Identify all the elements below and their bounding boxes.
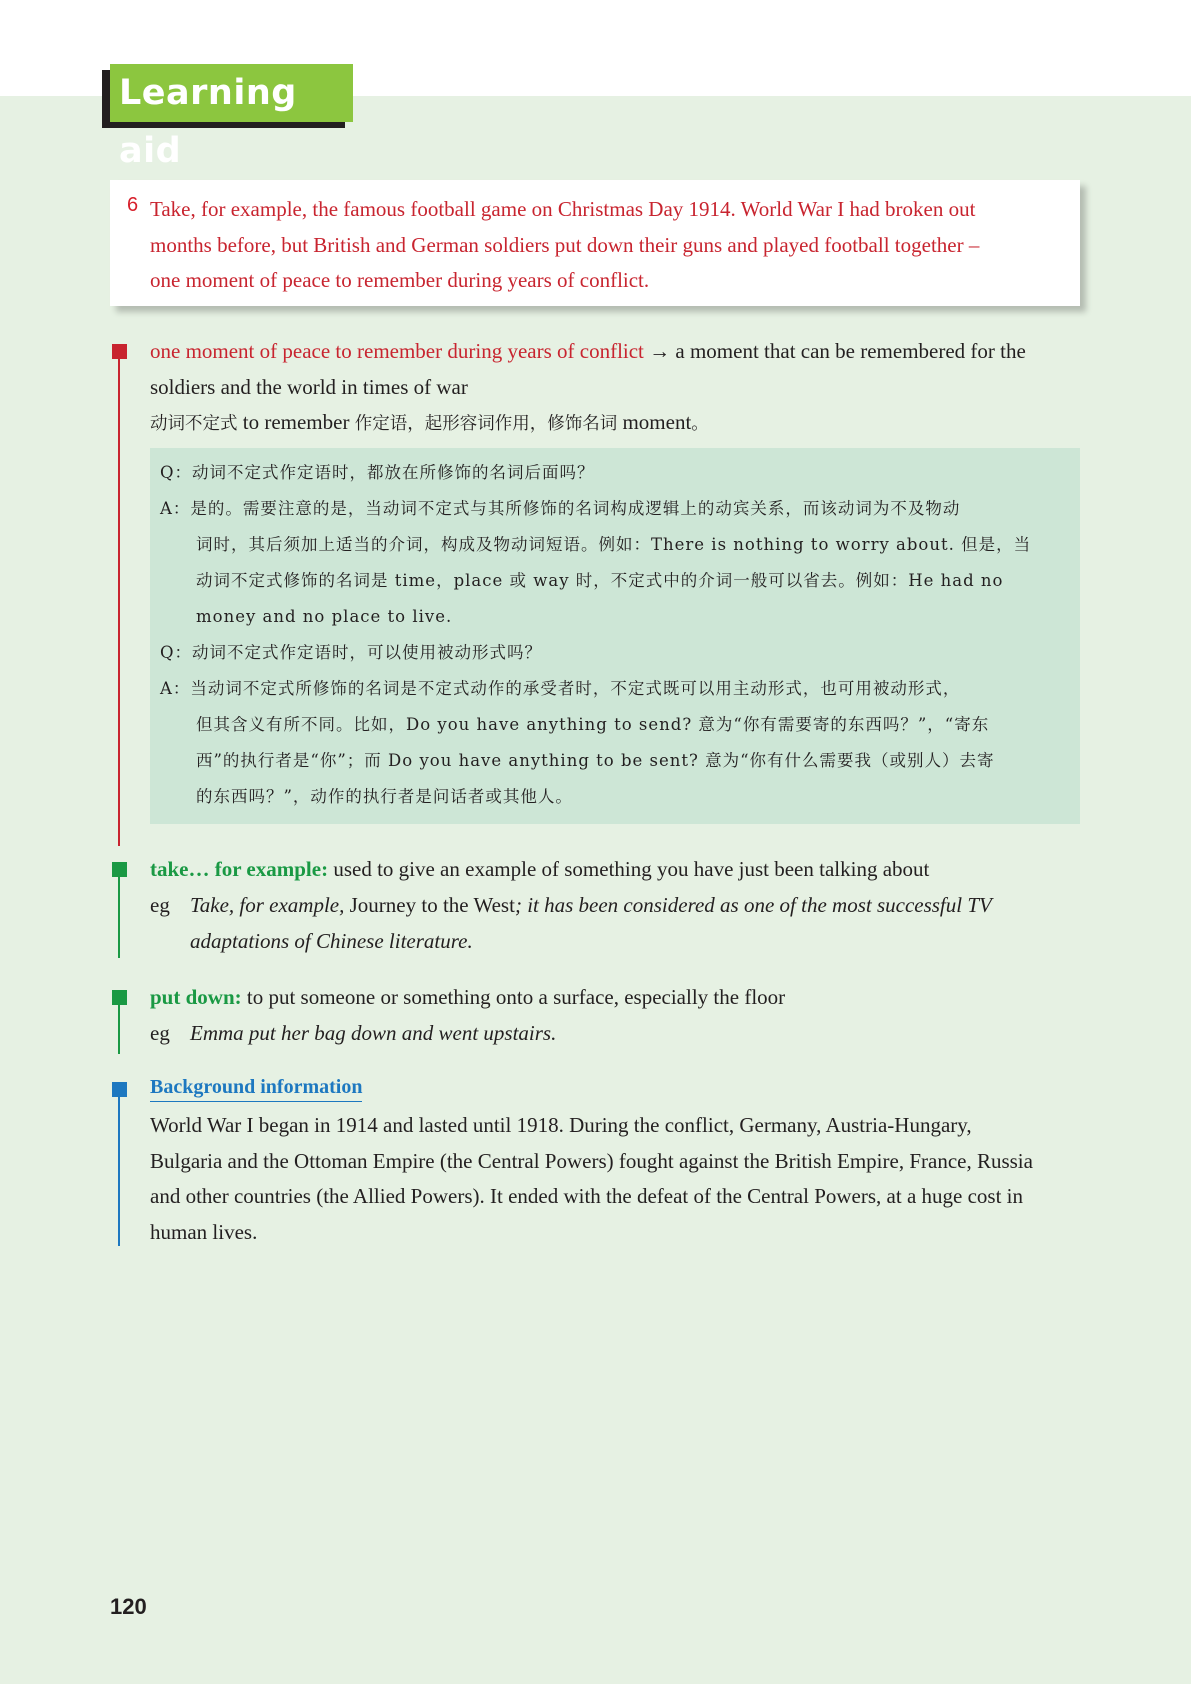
qa-line: A：是的。需要注意的是，当动词不定式与其所修饰的名词构成逻辑上的动宾关系，而该动词为不及物动 [160,499,961,518]
note-phrase-explanation [150,334,1080,443]
note-divider-blue [118,1082,120,1246]
vocab-definition: used to give an example of something you have just been talking about [328,857,930,881]
excerpt-text [150,192,1065,299]
green-square-icon [112,990,127,1005]
vocab-term: put down: [150,985,242,1009]
arrow-icon: → [649,339,671,363]
green-square-icon [112,862,127,877]
background-info-text: World War I began in 1914 and lasted until 1918. During the conflict, Germany, Austria-Hungary, Bulgaria and the Ottoman Empire (the Central Powers) fought against the British Empire, France, Russia and other countries (the Allied Powers). It ended with the defeat of the Central Powers, at a huge cost in human lives. [150,1113,1033,1244]
example-sentence: Emma put her bag down and went upstairs. [190,1021,557,1045]
note-meaning: a moment that can be remembered for the [675,339,1026,363]
example-sentence: Take, for example, Journey to the West; it has been considered as one of the most successful TV adaptations of Chinese literature. [190,893,992,953]
excerpt-number: 6 [127,194,139,216]
qa-line: 动词不定式修饰的名词是 time，place 或 way 时，不定式中的介词一般可以省去。例如：He had no [196,571,1004,590]
header-title: Learning aid [110,64,353,122]
eg-label: eg [150,893,170,917]
vocab-definition: to put someone or something onto a surface, especially the floor [241,985,786,1009]
note-phrase: one moment of peace to remember during years of conflict [150,339,644,363]
qa-line: A：当动词不定式所修饰的名词是不定式动作的承受者时，不定式既可以用主动形式，也可用被动形式， [160,679,961,698]
qa-line: 的东西吗？”，动作的执行者是问话者或其他人。 [196,787,573,806]
qa-line: Q：动词不定式作定语时，都放在所修饰的名词后面吗？ [160,463,595,482]
grammar-qa-box [150,448,1080,824]
page-number: 120 [110,1594,147,1619]
vocab-note-put-down [150,980,1080,1016]
red-square-icon [112,344,127,359]
qa-line: 词时，其后须加上适当的介词，构成及物动词短语。例如：There is nothing to worry about. 但是，当 [196,535,1032,554]
note-divider-red [118,344,120,846]
text-excerpt-box [110,180,1080,306]
qa-line: Q：动词不定式作定语时，可以使用被动形式吗？ [160,643,543,662]
grammar-note: 动词不定式 to remember 作定语，起形容词作用，修饰名词 moment。 [150,410,709,434]
blue-square-icon [112,1082,127,1097]
excerpt-line: Take, for example, the famous football game on Christmas Day 1914. World War I had broken out [150,197,976,221]
note-meaning-cont: soldiers and the world in times of war [150,374,468,399]
excerpt-line: months before, but British and German soldiers put down their guns and played football together – [150,232,980,257]
qa-line: 但其含义有所不同。比如，Do you have anything to send? 意为“你有需要寄的东西吗？”，“寄东 [196,715,990,734]
vocab-term: take… for example: [150,857,329,881]
qa-line: 西”的执行者是“你”；而 Do you have anything to be sent? 意为“你有什么需要我（或别人）去寄 [196,751,995,770]
eg-label: eg [150,1021,170,1045]
vocab-note-take-for-example [150,852,1080,888]
learning-aid-header [102,64,353,171]
excerpt-line: one moment of peace to remember during years of conflict. [150,268,650,292]
qa-line: money and no place to live. [196,607,453,626]
background-info-title: Background information [150,1073,362,1102]
